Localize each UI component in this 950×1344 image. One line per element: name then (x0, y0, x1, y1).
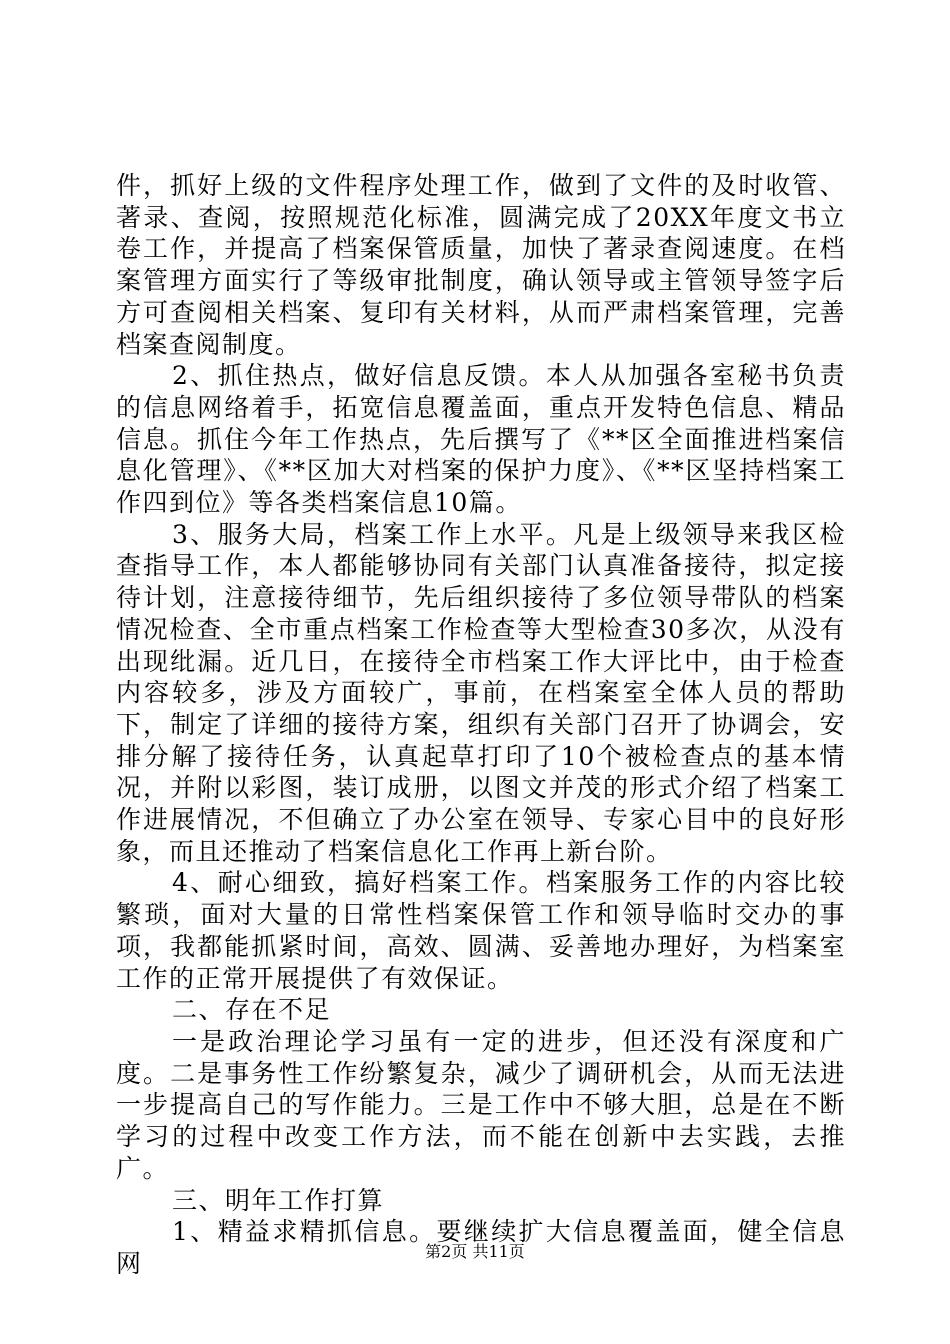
paragraph-shortcomings: 一是政治理论学习虽有一定的进步，但还没有深度和广度。二是事务性工作纷繁复杂，减少了调研机会，从而无法进一步提高自己的写作能力。三是工作中不够大胆，总是在不断学习的过程中改变工作方法，而不能在创新中去实践，去推广。 (116, 1026, 846, 1183)
document-body (116, 170, 846, 1280)
paragraph-item-3: 3、服务大局，档案工作上水平。凡是上级领导来我区检查指导工作，本人都能够协同有关部门认真准备接待，拟定接待计划，注意接待细节，先后组织接待了多位领导带队的档案情况检查、全市重点档案工作检查等大型检查30多次，从没有出现纰漏。近几日，在接待全市档案工作大评比中，由于检查内容较多，涉及方面较广，事前，在档案室全体人员的帮助下，制定了详细的接待方案，组织有关部门召开了协调会，安排分解了接待任务，认真起草打印了10个被检查点的基本情况，并附以彩图，装订成册，以图文并茂的形式介绍了档案工作进展情况，不但确立了办公室在领导、专家心目中的良好形象，而且还推动了档案信息化工作再上新台阶。 (116, 519, 846, 866)
page-number-label: 第2页 共11页 (425, 1242, 525, 1261)
page-footer (0, 1242, 950, 1262)
section-heading-next-year-plan: 三、明年工作打算 (172, 1185, 385, 1215)
paragraph-item-2: 2、抓住热点，做好信息反馈。本人从加强各室秘书负责的信息网络着手，拓宽信息覆盖面，重点开发特色信息、精品信息。抓住今年工作热点，先后撰写了《**区全面推进档案信息化管理》、《**区加大对档案的保护力度》、《**区坚持档案工作四到位》等各类档案信息10篇。 (116, 361, 846, 518)
section-heading-shortcomings: 二、存在不足 (172, 995, 332, 1025)
paragraph-item-4: 4、耐心细致，搞好档案工作。档案服务工作的内容比较繁琐，面对大量的日常性档案保管工作和领导临时交办的事项，我都能抓紧时间，高效、圆满、妥善地办理好，为档案室工作的正常开展提供了有效保证。 (116, 868, 846, 993)
paragraph-plan-item-1: 1、精益求精抓信息。要继续扩大信息覆盖面，健全信息网 (116, 1217, 846, 1278)
paragraph-continuation: 件，抓好上级的文件程序处理工作，做到了文件的及时收管、著录、查阅，按照规范化标准，圆满完成了20XX年度文书立卷工作，并提高了档案保管质量，加快了著录查阅速度。在档案管理方面实行了等级审批制度，确认领导或主管领导签字后方可查阅相关档案、复印有关材料，从而严肃档案管理，完善档案查阅制度。 (116, 171, 846, 359)
